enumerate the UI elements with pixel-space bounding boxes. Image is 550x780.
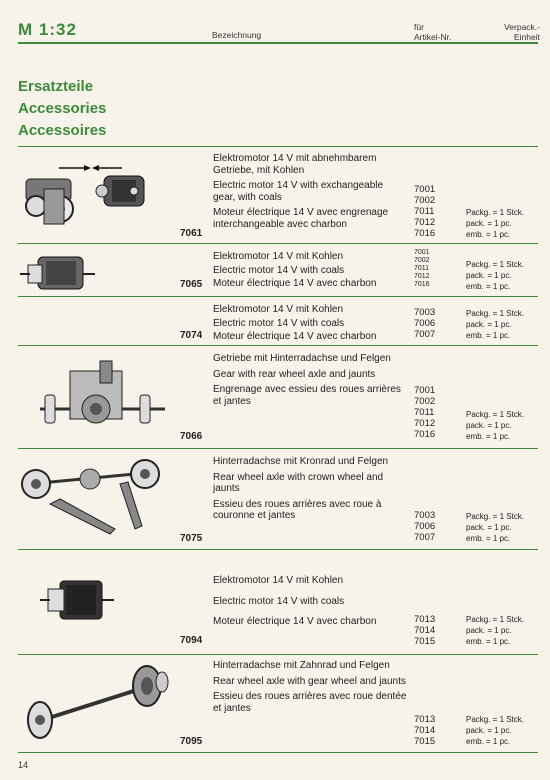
pack-unit-en: pack. = 1 pc.: [466, 271, 512, 280]
header-rule: [18, 42, 538, 44]
article-number: 7014: [414, 725, 436, 736]
article-number: 7016: [414, 429, 436, 440]
pack-unit-de: Packg. = 1 Stck.: [466, 309, 525, 318]
pack-unit-en: pack. = 1 pc.: [466, 421, 512, 430]
divider: [18, 448, 538, 449]
item-number: 7074: [180, 330, 203, 341]
article-number: 7013: [414, 614, 436, 625]
description-fr: Moteur électrique 14 V avec charbon: [213, 278, 377, 289]
column-header-name: Bezeichnung: [212, 30, 262, 40]
description-en: Electric motor 14 V with coals: [213, 317, 345, 329]
article-list: [414, 307, 435, 340]
pack-unit-en: pack. = 1 pc.: [466, 726, 512, 735]
description-de: Hinterradachse mit Kronrad und Felgen: [213, 456, 389, 467]
divider: [18, 752, 538, 753]
pack-unit-fr: emb. = 1 pc.: [466, 737, 511, 746]
motor-with-gear-image: [14, 154, 174, 244]
description-en: Gear with rear wheel axle and jaunts: [213, 368, 376, 380]
item-description: [213, 251, 408, 292]
pack-unit-fr: emb. = 1 pc.: [466, 282, 511, 291]
rear-axle-gear-wheel-image: [22, 662, 172, 752]
article-number: 7016: [414, 281, 430, 288]
section-title-de: Ersatzteile: [18, 78, 94, 95]
pack-unit-fr: emb. = 1 pc.: [466, 432, 511, 441]
item-description: [213, 456, 408, 526]
pack-unit-de: Packg. = 1 Stck.: [466, 512, 525, 521]
section-title: [18, 76, 106, 142]
description-en: Electric motor 14 V with coals: [213, 595, 345, 607]
description-de: Elektromotor 14 V mit Kohlen: [213, 575, 344, 586]
article-list: [414, 614, 435, 647]
article-number: 7014: [414, 625, 436, 636]
article-list: [414, 184, 435, 239]
article-number: 7002: [414, 396, 436, 407]
article-number: 7011: [414, 206, 435, 217]
item-description: [213, 660, 408, 718]
pack-unit-fr: emb. = 1 pc.: [466, 230, 511, 239]
section-title-en: Accessories: [18, 100, 107, 117]
pack-list: [466, 308, 546, 341]
pack-unit-fr: emb. = 1 pc.: [466, 534, 511, 543]
electric-motor-image: [40, 577, 120, 632]
pack-list: [466, 207, 546, 240]
pack-unit-en: pack. = 1 pc.: [466, 320, 512, 329]
article-list: [414, 714, 435, 747]
divider: [18, 654, 538, 655]
item-description: [213, 304, 408, 345]
description-en: Electric motor 14 V with coals: [213, 264, 345, 276]
article-number: 7001: [414, 249, 430, 256]
divider: [18, 549, 538, 550]
column-header-pack-line2: Einheit: [514, 32, 540, 42]
description-de: Elektromotor 14 V mit Kohlen: [213, 304, 344, 315]
pack-unit-fr: emb. = 1 pc.: [466, 637, 511, 646]
page-number: 14: [18, 760, 29, 770]
rear-axle-crown-wheel-image: [20, 454, 170, 549]
article-list: [414, 510, 435, 543]
pack-unit-fr: emb. = 1 pc.: [466, 331, 511, 340]
item-description: [213, 353, 408, 411]
article-number: 7006: [414, 521, 436, 532]
description-fr: Moteur électrique 14 V avec engrenage interchangeable avec charbon: [213, 207, 389, 230]
description-fr: Moteur électrique 14 V avec charbon: [213, 331, 377, 342]
pack-list: [466, 511, 546, 544]
description-en: Rear wheel axle with crown wheel and jaunts: [213, 471, 384, 494]
column-header-pack-line1: Verpack.-: [504, 22, 540, 32]
article-number: 7007: [414, 329, 436, 340]
article-number: 7006: [414, 318, 436, 329]
description-de: Getriebe mit Hinterradachse und Felgen: [213, 353, 391, 364]
column-header-pack: [490, 22, 540, 42]
item-number: 7095: [180, 736, 203, 747]
article-number: 7003: [414, 510, 436, 521]
article-list: [414, 385, 435, 440]
description-en: Electric motor 14 V with exchangeable gear, with coals: [213, 180, 384, 203]
article-number: 7012: [414, 273, 430, 280]
pack-unit-de: Packg. = 1 Stck.: [466, 208, 525, 217]
description-fr: Moteur électrique 14 V avec charbon: [213, 616, 377, 627]
article-number: 7013: [414, 714, 436, 725]
article-number: 7011: [414, 407, 435, 418]
pack-unit-de: Packg. = 1 Stck.: [466, 260, 525, 269]
article-number: 7015: [414, 636, 436, 647]
item-number: 7061: [180, 228, 203, 239]
article-number: 7016: [414, 228, 436, 239]
article-number: 7011: [414, 265, 430, 272]
pack-unit-en: pack. = 1 pc.: [466, 626, 512, 635]
item-number: 7075: [180, 533, 203, 544]
electric-motor-image: [20, 249, 110, 304]
item-number: 7066: [180, 431, 203, 442]
divider: [18, 146, 538, 147]
description-en: Rear wheel axle with gear wheel and jaunts: [213, 675, 406, 687]
item-number: 7094: [180, 635, 203, 646]
column-header-article-line1: für: [414, 22, 424, 32]
section-title-fr: Accessoires: [18, 122, 107, 139]
pack-unit-en: pack. = 1 pc.: [466, 523, 512, 532]
gear-with-axle-image: [40, 357, 170, 442]
description-de: Elektromotor 14 V mit Kohlen: [213, 251, 344, 262]
item-description: [213, 153, 408, 234]
column-header-article: [414, 22, 451, 42]
scale-label: M 1:32: [18, 20, 77, 39]
pack-unit-en: pack. = 1 pc.: [466, 219, 512, 228]
pack-list: [466, 714, 546, 747]
article-number: 7002: [414, 195, 436, 206]
description-fr: Essieu des roues arrières avec roue à couronne et jantes: [213, 498, 382, 521]
pack-unit-de: Packg. = 1 Stck.: [466, 410, 525, 419]
divider: [18, 345, 538, 346]
article-number: 7015: [414, 736, 436, 747]
pack-list: [466, 259, 546, 292]
article-number: 7012: [414, 418, 436, 429]
description-de: Elektromotor 14 V mit abnehmbarem Getriebe, mit Kohlen: [213, 153, 377, 176]
description-de: Hinterradachse mit Zahnrad und Felgen: [213, 660, 390, 671]
article-number: 7002: [414, 257, 430, 264]
pack-list: [466, 409, 546, 442]
pack-list: [466, 614, 546, 647]
article-number: 7012: [414, 217, 436, 228]
article-number: 7003: [414, 307, 436, 318]
description-fr: Essieu des roues arrières avec roue dentée et jantes: [213, 691, 407, 714]
article-number: 7001: [414, 184, 436, 195]
article-list: [414, 249, 430, 289]
item-number: 7065: [180, 279, 203, 290]
item-description: [213, 575, 408, 632]
article-number: 7007: [414, 532, 436, 543]
pack-unit-de: Packg. = 1 Stck.: [466, 715, 525, 724]
pack-unit-de: Packg. = 1 Stck.: [466, 615, 525, 624]
column-header-article-line2: Artikel-Nr.: [414, 32, 452, 42]
article-number: 7001: [414, 385, 436, 396]
description-fr: Engrenage avec essieu des roues arrières et jantes: [213, 384, 401, 407]
